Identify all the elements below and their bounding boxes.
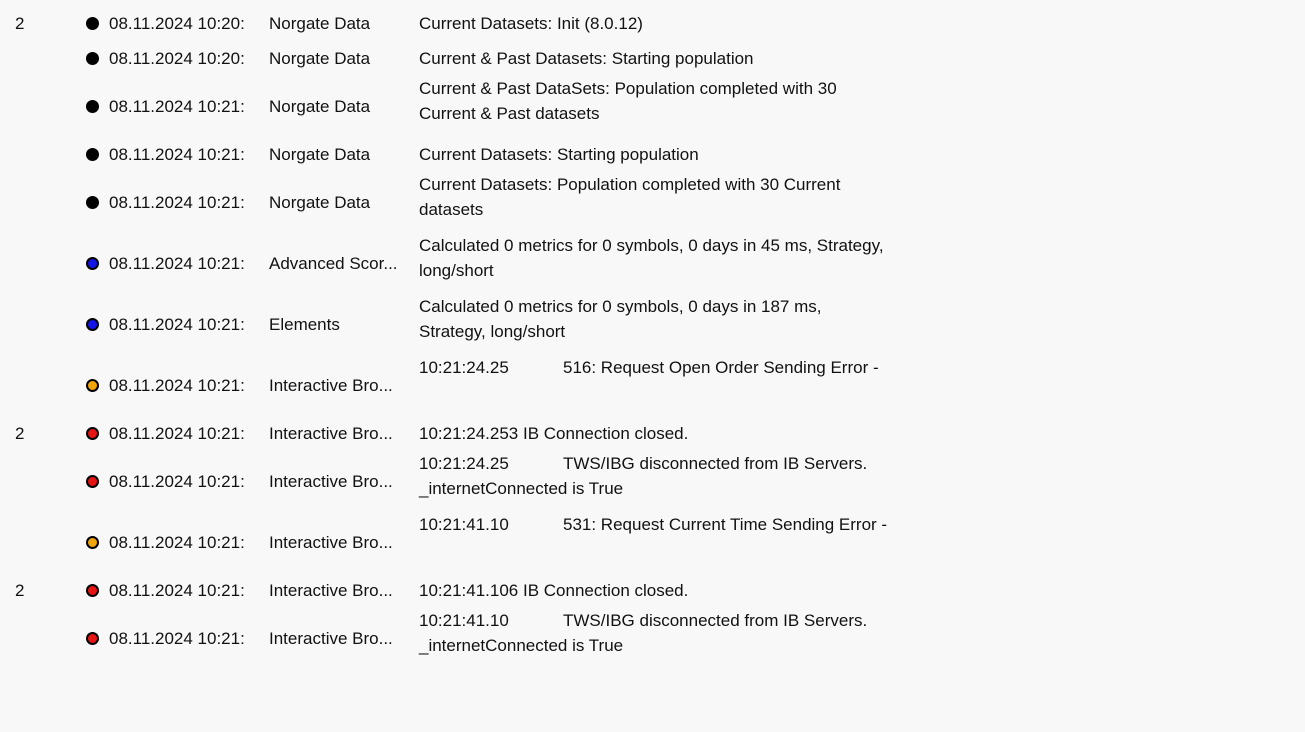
log-row[interactable] [0,416,1305,451]
severity-red-icon [86,427,99,440]
log-message [419,142,889,167]
message-text: Calculated 0 metrics for 0 symbols, 0 days in 187 ms, Strategy, long/short [419,297,822,341]
message-text: TWS/IBG disconnected from IB Servers. _internetConnected is True [419,454,868,498]
timestamp: 08.11.2024 10:21: [109,629,245,648]
source-name: Norgate Data [269,193,371,212]
log-message [419,76,889,126]
timestamp: 08.11.2024 10:21: [109,315,245,334]
source-name: Interactive Bro... [269,472,393,491]
occurrence-count: 2 [15,424,25,443]
message-time: 10:21:24.25 [419,358,509,377]
log-message [419,512,889,537]
source-name: Interactive Bro... [269,533,393,552]
severity-blue-icon [86,318,99,331]
log-row[interactable] [0,451,1305,512]
timestamp: 08.11.2024 10:21: [109,193,245,212]
log-message [419,294,889,344]
log-message [419,11,889,36]
message-text: TWS/IBG disconnected from IB Servers. _internetConnected is True [419,611,868,655]
timestamp: 08.11.2024 10:21: [109,97,245,116]
timestamp: 08.11.2024 10:20: [109,14,245,33]
timestamp: 08.11.2024 10:21: [109,472,245,491]
timestamp: 08.11.2024 10:21: [109,533,245,552]
log-row[interactable] [0,294,1305,355]
severity-black-icon [86,52,99,65]
log-list [0,6,1305,669]
log-row[interactable] [0,573,1305,608]
log-message [419,172,889,222]
timestamp: 08.11.2024 10:21: [109,424,245,443]
message-text: Current Datasets: Starting population [419,145,699,164]
timestamp: 08.11.2024 10:21: [109,145,245,164]
message-time: 10:21:41.10 [419,611,509,630]
message-text: Current & Past DataSets: Population completed with 30 Current & Past datasets [419,79,837,123]
source-name: Norgate Data [269,14,371,33]
log-row[interactable] [0,172,1305,233]
severity-red-icon [86,584,99,597]
severity-red-icon [86,632,99,645]
source-name: Norgate Data [269,49,371,68]
timestamp: 08.11.2024 10:20: [109,49,245,68]
message-time: 10:21:41.10 [419,515,509,534]
log-row[interactable] [0,76,1305,137]
message-text: 10:21:41.106 IB Connection closed. [419,581,689,600]
log-row[interactable] [0,6,1305,41]
log-row[interactable] [0,41,1305,76]
severity-black-icon [86,100,99,113]
occurrence-count: 2 [15,581,25,600]
log-row[interactable] [0,355,1305,416]
log-row[interactable] [0,608,1305,669]
severity-black-icon [86,196,99,209]
message-text: Current Datasets: Population completed with 30 Current datasets [419,175,841,219]
message-text: Current Datasets: Init (8.0.12) [419,14,643,33]
source-name: Norgate Data [269,145,371,164]
source-name: Advanced Scor... [269,254,398,273]
log-message [419,46,889,71]
timestamp: 08.11.2024 10:21: [109,376,245,395]
source-name: Interactive Bro... [269,424,393,443]
severity-blue-icon [86,257,99,270]
message-text: 531: Request Current Time Sending Error - [563,515,888,534]
message-time: 10:21:24.25 [419,454,509,473]
occurrence-count: 2 [15,14,25,33]
message-text: 10:21:24.253 IB Connection closed. [419,424,689,443]
log-message [419,233,889,283]
source-name: Interactive Bro... [269,629,393,648]
severity-black-icon [86,17,99,30]
message-text: Current & Past Datasets: Starting population [419,49,754,68]
log-message [419,355,889,380]
source-name: Interactive Bro... [269,581,393,600]
message-text: 516: Request Open Order Sending Error - [563,358,879,377]
log-message [419,578,889,603]
severity-black-icon [86,148,99,161]
source-name: Interactive Bro... [269,376,393,395]
log-row[interactable] [0,512,1305,573]
log-message [419,421,889,446]
severity-orange-icon [86,536,99,549]
log-row[interactable] [0,233,1305,294]
log-row[interactable] [0,137,1305,172]
source-name: Elements [269,315,340,334]
message-text: Calculated 0 metrics for 0 symbols, 0 days in 45 ms, Strategy, long/short [419,236,884,280]
log-message [419,608,889,658]
source-name: Norgate Data [269,97,371,116]
severity-red-icon [86,475,99,488]
timestamp: 08.11.2024 10:21: [109,581,245,600]
timestamp: 08.11.2024 10:21: [109,254,245,273]
severity-orange-icon [86,379,99,392]
log-message [419,451,889,501]
